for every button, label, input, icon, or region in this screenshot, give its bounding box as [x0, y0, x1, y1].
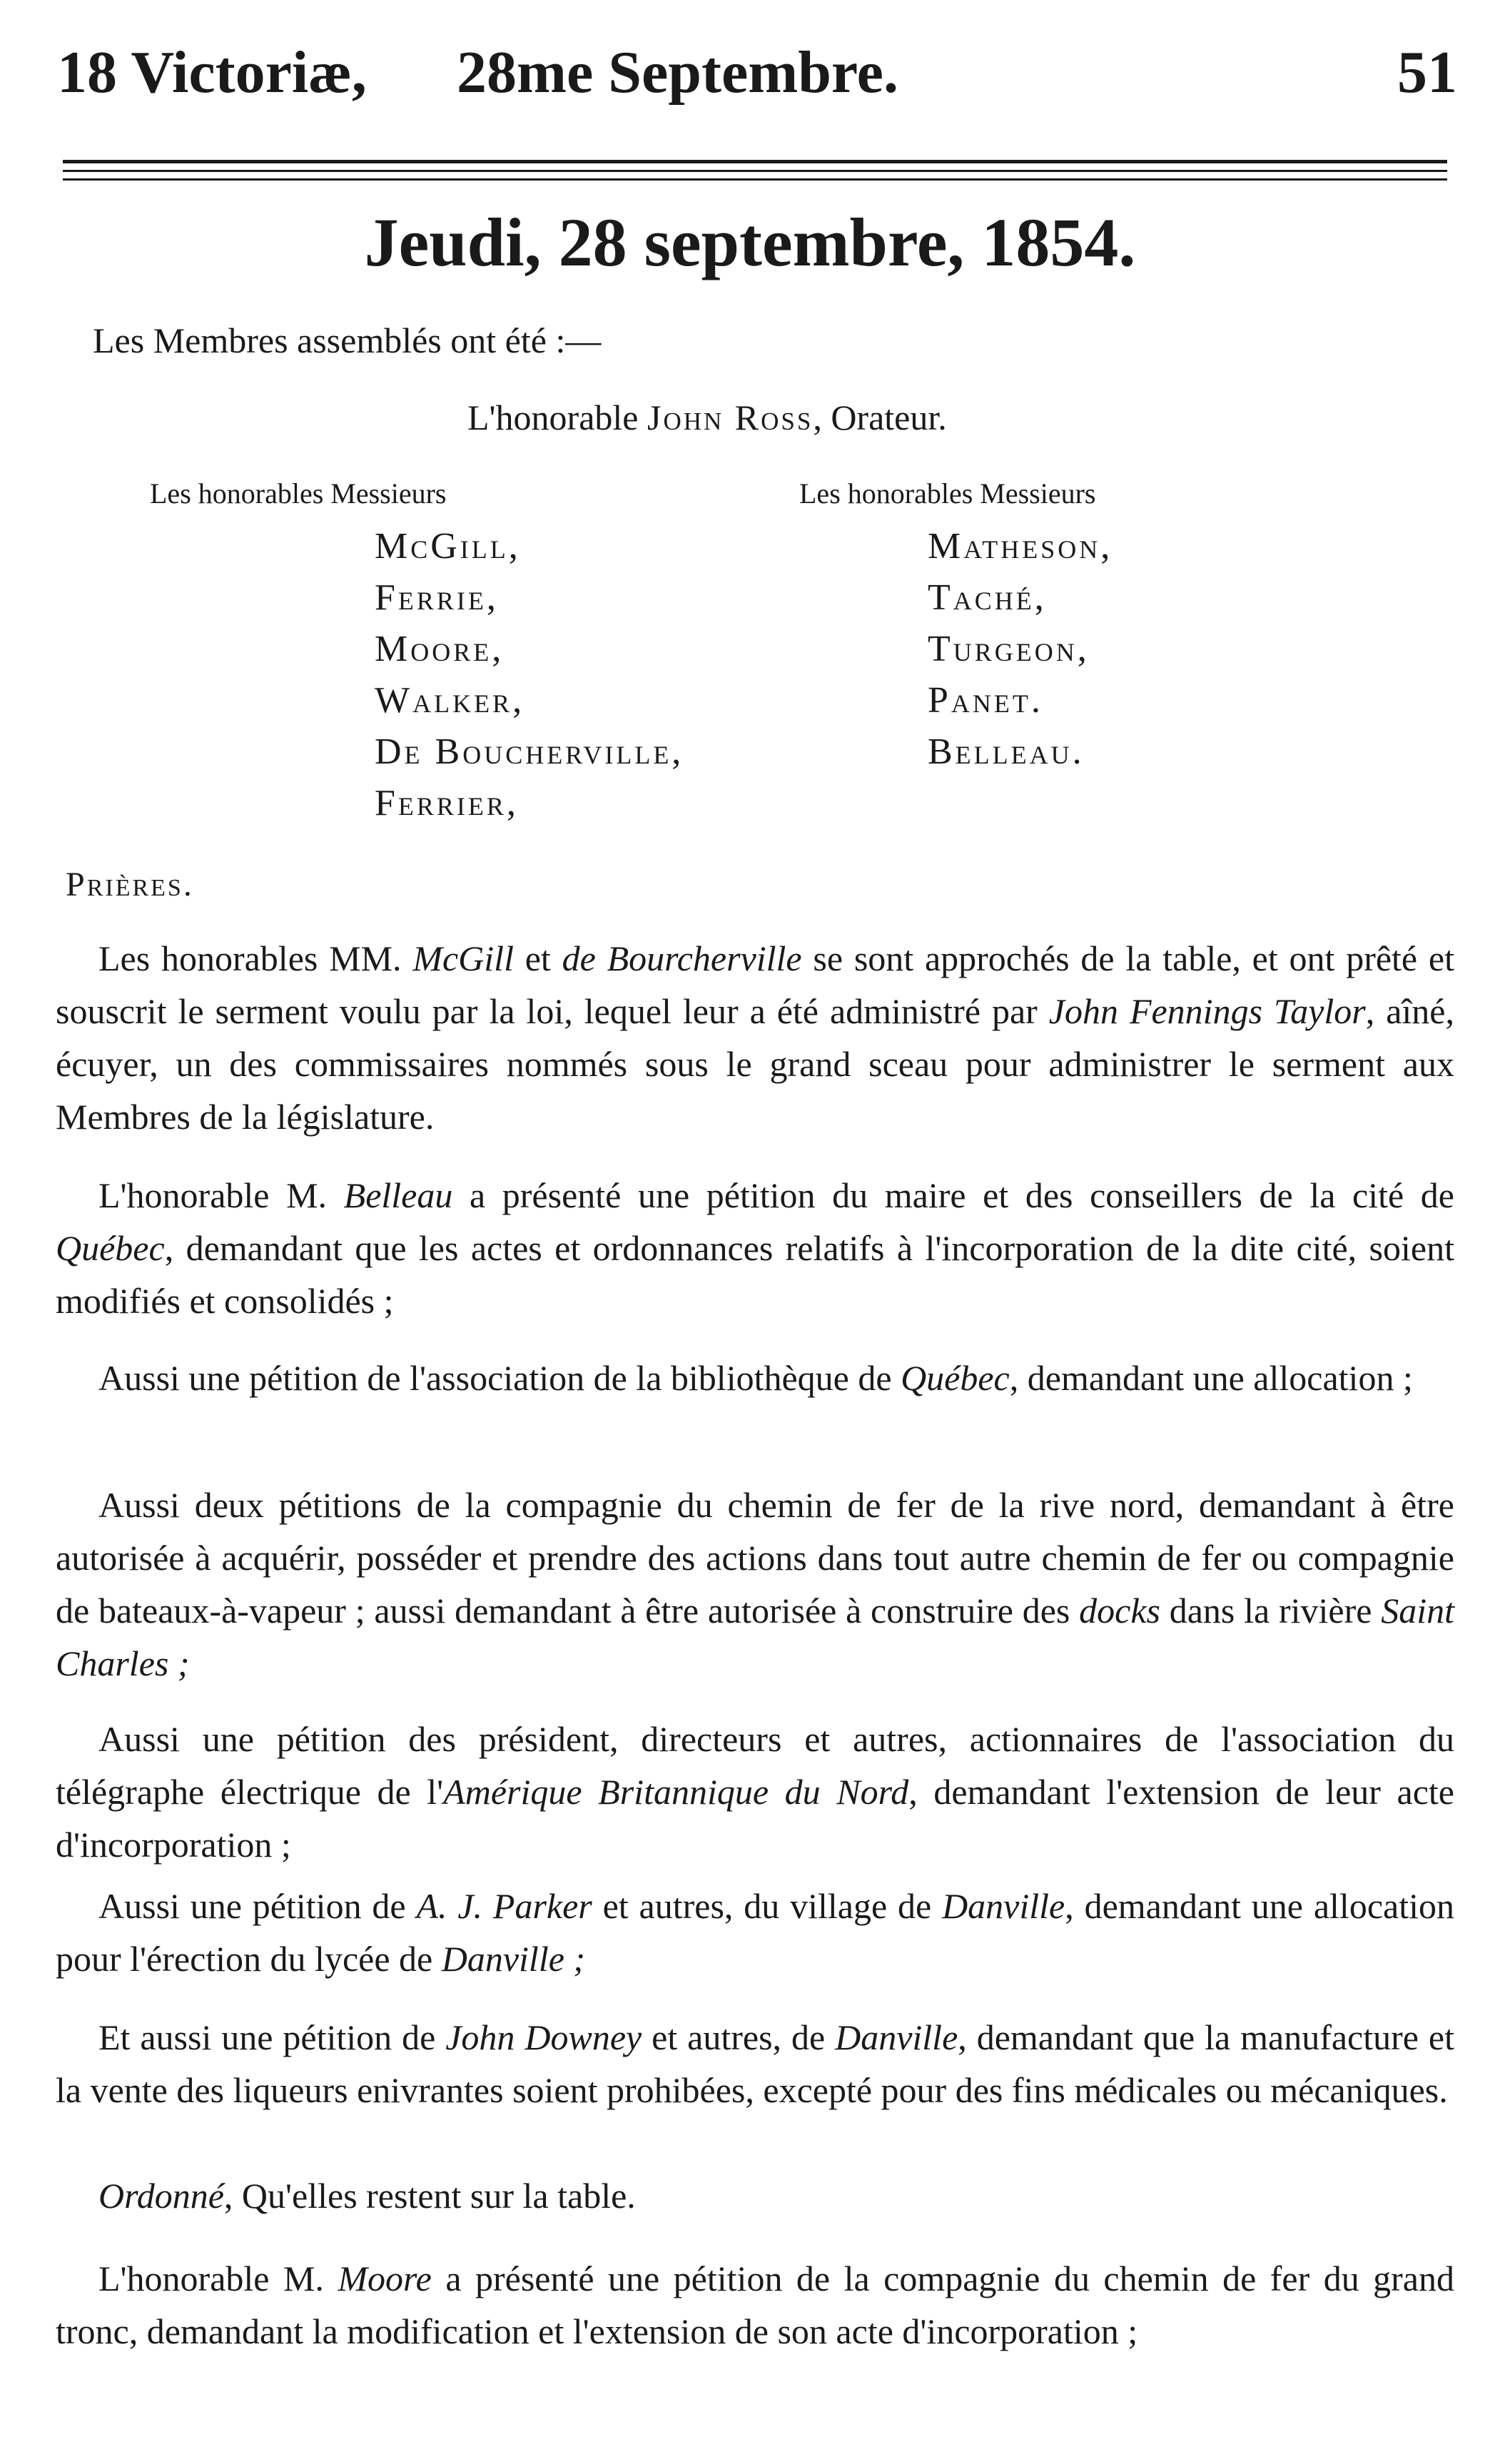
sitting-date-title: Jeudi, 28 septembre, 1854.: [364, 204, 1136, 280]
members-left-list: [375, 521, 684, 829]
page-number: 51: [1397, 39, 1457, 106]
members-assembled-line: Les Membres assemblés ont été :—: [93, 320, 602, 360]
member-name: Ferrier,: [375, 783, 519, 823]
text-run-italic: John Fennings Taylor: [1048, 991, 1366, 1031]
members-right-heading: Les honorables Messieurs: [799, 477, 1096, 509]
speaker-prefix: L'honorable: [467, 397, 647, 437]
paragraph-petition-railway: [56, 1479, 1454, 1690]
text-run: Aussi deux pétitions de la compagnie du chemin de fer de la rive nord, demandant à être autorisée à acquérir, posséder et prendre des actions dans tout autre chemin de fer ou compagnie de bateaux-à-vapeur ; aussi demandant à être autorisée à construire des: [56, 1485, 1454, 1631]
text-run: Aussi une pétition des président, directeurs et autres, actionnaires de l'association du télégraphe électrique de l': [56, 1719, 1454, 1812]
members-left-heading: Les honorables Messieurs: [150, 477, 447, 509]
text-run-italic: de Bourcherville: [562, 938, 802, 978]
text-run: Et aussi une pétition de: [98, 2017, 446, 2057]
members-right-list: [928, 521, 1113, 778]
text-run-italic: docks: [1079, 1591, 1160, 1631]
text-run: , demandant une allocation pour l'érection du lycée de: [56, 1886, 1454, 1979]
text-run: et: [513, 938, 562, 978]
header-rule-thin: [63, 170, 1447, 172]
text-run-italic: Ordonné: [98, 2176, 224, 2216]
paragraph-petition-quebec-city: [56, 1169, 1454, 1327]
text-run: , demandant que les actes et ordonnances relatifs à l'incorporation de la dite cité, soient modifiés et consolidés ;: [56, 1228, 1454, 1321]
text-run: se sont approchés de la table, et ont prêté et souscrit le serment voulu par la loi, lequel leur a été administré par: [56, 938, 1454, 1031]
text-run: , Qu'elles restent sur la table.: [223, 2176, 636, 2216]
paragraph-petition-liquor: [56, 2011, 1454, 2116]
text-run-italic: Québec: [901, 1358, 1010, 1398]
member-name: Turgeon,: [928, 629, 1090, 669]
speaker-suffix: , Orateur.: [813, 397, 947, 437]
text-run: Aussi une pétition de l'association de la bibliothèque de: [98, 1358, 901, 1398]
text-run: , aîné, écuyer, un des commissaires nommés sous le grand sceau pour administrer le serment aux Membres de la législature.: [56, 991, 1455, 1137]
text-run: Aussi une pétition de: [98, 1886, 417, 1926]
text-run: , demandant que la manufacture et la vente des liqueurs enivrantes soient prohibées, excepté pour des fins médicales ou mécaniques.: [56, 2017, 1454, 2110]
header-rule-thick: [63, 160, 1447, 163]
prayers-heading: Prières.: [66, 866, 194, 903]
header-regnal-year: 18 Victoriæ,: [57, 39, 367, 106]
member-name: Ferrie,: [375, 577, 499, 618]
paragraph-petition-telegraph: [56, 1713, 1454, 1871]
header-date: 28me Septembre.: [457, 39, 898, 106]
text-run-italic: A. J. Parker: [416, 1886, 592, 1926]
member-name: McGill,: [375, 526, 521, 567]
text-run: , demandant l'extension de leur acte d'incorporation ;: [56, 1772, 1454, 1865]
text-run: , demandant une allocation ;: [1009, 1358, 1413, 1398]
member-name: Taché,: [928, 577, 1047, 618]
text-run: L'honorable M.: [98, 1175, 344, 1215]
speaker-line: [467, 397, 947, 437]
member-name: Matheson,: [928, 526, 1113, 567]
member-name: Panet.: [928, 680, 1043, 721]
paragraph-petition-library: [56, 1352, 1454, 1404]
text-run: a présenté une pétition du maire et des conseillers de la cité de: [452, 1175, 1454, 1215]
text-run: dans la rivière: [1160, 1591, 1382, 1631]
text-run: a présenté une pétition de la compagnie du chemin de fer du grand tronc, demandant la modification et l'extension de son acte d'incorporation ;: [56, 2258, 1455, 2351]
text-run-italic: Amérique Britannique du Nord: [443, 1772, 909, 1812]
text-run-italic: Moore: [338, 2258, 432, 2298]
text-run: L'honorable M.: [98, 2258, 338, 2298]
speaker-name: John Ross: [647, 397, 814, 437]
text-run-italic: McGill: [412, 938, 514, 978]
text-run: et autres, du village de: [592, 1886, 943, 1926]
text-run-italic: Danville ;: [441, 1939, 586, 1979]
text-run: et autres, de: [642, 2017, 836, 2057]
member-name: Moore,: [375, 629, 505, 669]
member-name: De Boucherville,: [375, 731, 684, 772]
paragraph-ordered: [56, 2169, 1454, 2222]
text-run-italic: Belleau: [343, 1175, 453, 1215]
text-run-italic: Québec: [56, 1228, 165, 1268]
paragraph-petition-grand-trunk: [56, 2252, 1454, 2358]
text-run-italic: John Downey: [445, 2017, 642, 2057]
member-name: Walker,: [375, 680, 525, 721]
text-run-italic: Saint Charles ;: [56, 1591, 1454, 1683]
header-rule-thin-2: [63, 178, 1447, 181]
text-run: Les honorables MM.: [98, 938, 413, 978]
member-name: Belleau.: [928, 731, 1085, 772]
text-run-italic: Danville: [835, 2017, 958, 2057]
paragraph-petition-lycee: [56, 1880, 1454, 1985]
text-run-italic: Danville: [942, 1886, 1065, 1926]
paragraph-oath: [56, 932, 1454, 1143]
